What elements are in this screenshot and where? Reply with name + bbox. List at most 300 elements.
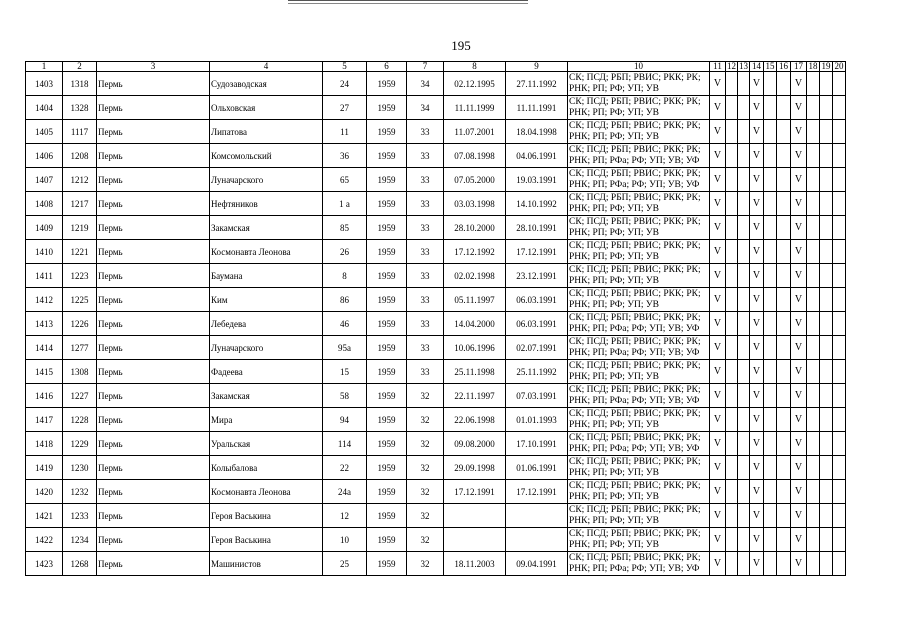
flag-col-15-cell [764, 336, 777, 360]
flag-col-19-cell [820, 264, 833, 288]
table-row [26, 336, 846, 360]
flag-col-15-cell [764, 144, 777, 168]
flag-col-20-cell [833, 192, 846, 216]
house-number-cell: 24 [323, 72, 367, 96]
flag-col-11-cell: V [710, 144, 726, 168]
flag-col-19-cell [820, 216, 833, 240]
flag-col-11-cell: V [710, 96, 726, 120]
date-2-cell: 19.03.1991 [506, 168, 568, 192]
flag-col-17-cell: V [791, 168, 807, 192]
table-row [26, 408, 846, 432]
flag-col-14-cell: V [750, 168, 764, 192]
flag-col-14-cell: V [750, 72, 764, 96]
flag-col-18-cell [807, 72, 820, 96]
column-header-1: 1 [26, 62, 63, 72]
date-2-cell: 28.10.1991 [506, 216, 568, 240]
house-number-cell: 11 [323, 120, 367, 144]
year-cell: 1959 [367, 192, 407, 216]
house-number-cell: 1 а [323, 192, 367, 216]
flag-col-12-cell [726, 288, 738, 312]
object-id-cell: 1277 [63, 336, 97, 360]
table-row [26, 504, 846, 528]
city-cell: Пермь [97, 528, 210, 552]
codes-cell [568, 120, 710, 144]
street-cell: Закамская [210, 216, 323, 240]
codes-line-2: РНК; РП; РФа; РФ; УП; УВ; УФ [569, 155, 700, 166]
date-2-cell [506, 504, 568, 528]
flag-col-19-cell [820, 528, 833, 552]
flag-col-19-cell [820, 360, 833, 384]
flag-col-13-cell [738, 432, 750, 456]
codes-line-2: РНК; РП; РФ; УП; УВ [569, 107, 659, 118]
date-1-cell: 18.11.2003 [444, 552, 506, 576]
flag-col-16-cell [777, 504, 791, 528]
date-1-cell: 17.12.1991 [444, 480, 506, 504]
table-row [26, 384, 846, 408]
year-cell: 1959 [367, 528, 407, 552]
codes-line-2: РНК; РП; РФ; УП; УВ [569, 467, 659, 478]
row-number-cell: 1403 [26, 72, 63, 96]
object-id-cell: 1229 [63, 432, 97, 456]
flag-col-16-cell [777, 408, 791, 432]
flag-col-13-cell [738, 336, 750, 360]
year-cell: 1959 [367, 240, 407, 264]
flag-col-16-cell [777, 120, 791, 144]
flag-col-16-cell [777, 480, 791, 504]
flag-col-17-cell: V [791, 96, 807, 120]
flag-col-20-cell [833, 216, 846, 240]
date-1-cell: 05.11.1997 [444, 288, 506, 312]
codes-line-2: РНК; РП; РФ; УП; УВ [569, 371, 659, 382]
codes-line-1: СК; ПСД; РБП; РВИС; РКК; РК; [569, 169, 701, 179]
flag-col-11-cell: V [710, 336, 726, 360]
codes-cell [568, 432, 710, 456]
house-number-cell: 26 [323, 240, 367, 264]
flag-col-12-cell [726, 504, 738, 528]
codes-line-1: СК; ПСД; РБП; РВИС; РКК; РК; [569, 241, 701, 251]
flag-col-13-cell [738, 528, 750, 552]
codes-line-1: СК; ПСД; РБП; РВИС; РКК; РК; [569, 97, 701, 107]
percent-cell: 33 [407, 360, 444, 384]
column-header-15: 15 [765, 61, 775, 71]
flag-col-15-cell [764, 456, 777, 480]
table-row [26, 168, 846, 192]
city-cell: Пермь [97, 72, 210, 96]
street-cell: Героя Васькина [210, 528, 323, 552]
flag-col-16-cell [777, 432, 791, 456]
flag-col-14-cell: V [750, 264, 764, 288]
flag-col-12-cell [726, 408, 738, 432]
date-2-cell: 11.11.1991 [506, 96, 568, 120]
flag-col-16-cell [777, 96, 791, 120]
column-header-16: 16 [777, 62, 791, 72]
flag-col-16-cell [777, 216, 791, 240]
flag-col-16-cell [777, 192, 791, 216]
flag-col-13-cell [738, 384, 750, 408]
codes-cell [568, 408, 710, 432]
flag-col-20-cell [833, 168, 846, 192]
flag-col-15-cell [764, 72, 777, 96]
flag-col-17-cell: V [791, 72, 807, 96]
table-row [26, 96, 846, 120]
codes-line-1: СК; ПСД; РБП; РВИС; РКК; РК; [569, 361, 701, 371]
street-cell: Комсомольский [210, 144, 323, 168]
object-id-cell: 1318 [63, 72, 97, 96]
flag-col-18-cell [807, 288, 820, 312]
street-cell: Липатова [210, 120, 323, 144]
house-number-cell: 36 [323, 144, 367, 168]
date-1-cell: 02.02.1998 [444, 264, 506, 288]
street-cell: Машинистов [210, 552, 323, 576]
date-1-cell: 03.03.1998 [444, 192, 506, 216]
flag-col-14-cell: V [750, 120, 764, 144]
table-row [26, 480, 846, 504]
flag-col-14-cell: V [750, 216, 764, 240]
date-2-cell: 14.10.1992 [506, 192, 568, 216]
flag-col-18-cell [807, 360, 820, 384]
flag-col-15-cell [764, 504, 777, 528]
city-cell: Пермь [97, 336, 210, 360]
year-cell: 1959 [367, 504, 407, 528]
flag-col-17-cell: V [791, 144, 807, 168]
flag-col-11-cell: V [710, 312, 726, 336]
flag-col-18-cell [807, 432, 820, 456]
city-cell: Пермь [97, 96, 210, 120]
flag-col-16-cell [777, 144, 791, 168]
codes-line-2: РНК; РП; РФа; РФ; УП; УВ; УФ [569, 443, 700, 454]
table-row [26, 288, 846, 312]
row-number-cell: 1410 [26, 240, 63, 264]
year-cell: 1959 [367, 312, 407, 336]
city-cell: Пермь [97, 144, 210, 168]
flag-col-19-cell [820, 408, 833, 432]
column-header-3: 3 [97, 62, 210, 72]
flag-col-20-cell [833, 144, 846, 168]
city-cell: Пермь [97, 312, 210, 336]
object-id-cell: 1225 [63, 288, 97, 312]
object-id-cell: 1230 [63, 456, 97, 480]
codes-line-2: РНК; РП; РФ; УП; УВ [569, 251, 659, 262]
house-number-cell: 86 [323, 288, 367, 312]
flag-col-12-cell [726, 144, 738, 168]
codes-line-2: РНК; РП; РФ; УП; УВ [569, 491, 659, 502]
date-2-cell: 27.11.1992 [506, 72, 568, 96]
city-cell: Пермь [97, 408, 210, 432]
object-id-cell: 1117 [63, 120, 97, 144]
table-row [26, 192, 846, 216]
flag-col-20-cell [833, 288, 846, 312]
object-id-cell: 1232 [63, 480, 97, 504]
flag-col-15-cell [764, 216, 777, 240]
street-cell: Фадеева [210, 360, 323, 384]
flag-col-11-cell: V [710, 240, 726, 264]
percent-cell: 33 [407, 264, 444, 288]
table-row [26, 240, 846, 264]
codes-line-1: СК; ПСД; РБП; РВИС; РКК; РК; [569, 193, 701, 203]
flag-col-12-cell [726, 264, 738, 288]
flag-col-13-cell [738, 480, 750, 504]
flag-col-16-cell [777, 72, 791, 96]
row-number-cell: 1411 [26, 264, 63, 288]
flag-col-15-cell [764, 360, 777, 384]
flag-col-18-cell [807, 504, 820, 528]
codes-line-1: СК; ПСД; РБП; РВИС; РКК; РК; [569, 73, 701, 83]
house-number-cell: 10 [323, 528, 367, 552]
street-cell: Ольховская [210, 96, 323, 120]
row-number-cell: 1405 [26, 120, 63, 144]
flag-col-18-cell [807, 456, 820, 480]
date-2-cell: 04.06.1991 [506, 144, 568, 168]
codes-line-1: СК; ПСД; РБП; РВИС; РКК; РК; [569, 457, 701, 467]
percent-cell: 32 [407, 432, 444, 456]
house-number-cell: 58 [323, 384, 367, 408]
flag-col-16-cell [777, 360, 791, 384]
flag-col-14-cell: V [750, 312, 764, 336]
flag-col-20-cell [833, 96, 846, 120]
codes-line-2: РНК; РП; РФ; УП; УВ [569, 299, 659, 310]
column-header-14: 14 [750, 62, 764, 72]
street-cell: Луначарского [210, 168, 323, 192]
flag-col-12-cell [726, 360, 738, 384]
flag-col-20-cell [833, 456, 846, 480]
date-1-cell: 22.06.1998 [444, 408, 506, 432]
city-cell: Пермь [97, 456, 210, 480]
flag-col-18-cell [807, 120, 820, 144]
percent-cell: 32 [407, 552, 444, 576]
year-cell: 1959 [367, 144, 407, 168]
flag-col-15-cell [764, 240, 777, 264]
house-number-cell: 46 [323, 312, 367, 336]
percent-cell: 33 [407, 216, 444, 240]
flag-col-11-cell: V [710, 264, 726, 288]
year-cell: 1959 [367, 120, 407, 144]
street-cell: Судозаводская [210, 72, 323, 96]
flag-col-15-cell [764, 264, 777, 288]
flag-col-17-cell: V [791, 336, 807, 360]
flag-col-12-cell [726, 456, 738, 480]
flag-col-11-cell: V [710, 120, 726, 144]
flag-col-14-cell: V [750, 456, 764, 480]
table-row [26, 216, 846, 240]
flag-col-15-cell [764, 120, 777, 144]
object-id-cell: 1227 [63, 384, 97, 408]
table-body [26, 72, 846, 576]
object-id-cell: 1234 [63, 528, 97, 552]
column-header-5: 5 [323, 62, 367, 72]
row-number-cell: 1420 [26, 480, 63, 504]
flag-col-13-cell [738, 408, 750, 432]
codes-cell [568, 528, 710, 552]
top-rule [288, 0, 528, 1]
codes-line-1: СК; ПСД; РБП; РВИС; РКК; РК; [569, 217, 701, 227]
house-number-cell: 114 [323, 432, 367, 456]
flag-col-14-cell: V [750, 504, 764, 528]
date-2-cell: 09.04.1991 [506, 552, 568, 576]
column-header-17: 17 [791, 62, 807, 72]
column-header-11: 11 [710, 62, 726, 72]
year-cell: 1959 [367, 456, 407, 480]
date-1-cell [444, 504, 506, 528]
codes-line-2: РНК; РП; РФа; РФ; УП; УВ; УФ [569, 179, 700, 190]
column-header-13: 13 [739, 61, 748, 71]
house-number-cell: 8 [323, 264, 367, 288]
city-cell: Пермь [97, 240, 210, 264]
flag-col-19-cell [820, 432, 833, 456]
flag-col-12-cell [726, 552, 738, 576]
flag-col-14-cell: V [750, 96, 764, 120]
flag-col-12-cell [726, 120, 738, 144]
object-id-cell: 1233 [63, 504, 97, 528]
codes-cell [568, 168, 710, 192]
flag-col-18-cell [807, 192, 820, 216]
flag-col-19-cell [820, 288, 833, 312]
column-number-header-row [26, 62, 846, 72]
codes-line-1: СК; ПСД; РБП; РВИС; РКК; РК; [569, 409, 701, 419]
flag-col-19-cell [820, 456, 833, 480]
codes-cell [568, 96, 710, 120]
flag-col-13-cell [738, 168, 750, 192]
flag-col-20-cell [833, 264, 846, 288]
year-cell: 1959 [367, 264, 407, 288]
street-cell: Ким [210, 288, 323, 312]
flag-col-14-cell: V [750, 384, 764, 408]
flag-col-13-cell [738, 504, 750, 528]
flag-col-14-cell: V [750, 480, 764, 504]
column-header-10: 10 [568, 62, 710, 72]
codes-line-1: СК; ПСД; РБП; РВИС; РКК; РК; [569, 145, 701, 155]
date-1-cell: 02.12.1995 [444, 72, 506, 96]
codes-line-2: РНК; РП; РФ; УП; УВ [569, 131, 659, 142]
percent-cell: 32 [407, 456, 444, 480]
flag-col-11-cell: V [710, 552, 726, 576]
codes-line-1: СК; ПСД; РБП; РВИС; РКК; РК; [569, 505, 701, 515]
flag-col-18-cell [807, 336, 820, 360]
object-id-cell: 1223 [63, 264, 97, 288]
flag-col-20-cell [833, 240, 846, 264]
row-number-cell: 1415 [26, 360, 63, 384]
flag-col-14-cell: V [750, 360, 764, 384]
percent-cell: 33 [407, 144, 444, 168]
flag-col-17-cell: V [791, 240, 807, 264]
flag-col-11-cell: V [710, 480, 726, 504]
flag-col-14-cell: V [750, 528, 764, 552]
row-number-cell: 1404 [26, 96, 63, 120]
flag-col-19-cell [820, 96, 833, 120]
flag-col-17-cell: V [791, 384, 807, 408]
date-2-cell: 17.12.1991 [506, 480, 568, 504]
flag-col-17-cell: V [791, 504, 807, 528]
house-number-cell: 65 [323, 168, 367, 192]
table-row [26, 432, 846, 456]
date-2-cell: 23.12.1991 [506, 264, 568, 288]
flag-col-20-cell [833, 336, 846, 360]
flag-col-14-cell: V [750, 336, 764, 360]
year-cell: 1959 [367, 360, 407, 384]
percent-cell: 33 [407, 240, 444, 264]
codes-cell [568, 216, 710, 240]
flag-col-12-cell [726, 312, 738, 336]
flag-col-17-cell: V [791, 192, 807, 216]
date-1-cell: 11.11.1999 [444, 96, 506, 120]
date-2-cell: 01.01.1993 [506, 408, 568, 432]
date-1-cell: 07.08.1998 [444, 144, 506, 168]
flag-col-18-cell [807, 168, 820, 192]
codes-cell [568, 552, 710, 576]
city-cell: Пермь [97, 384, 210, 408]
codes-line-1: СК; ПСД; РБП; РВИС; РКК; РК; [569, 433, 701, 443]
flag-col-18-cell [807, 384, 820, 408]
flag-col-20-cell [833, 120, 846, 144]
top-rule-secondary [288, 3, 528, 4]
column-header-12: 12 [727, 61, 736, 71]
column-header-4: 4 [210, 62, 323, 72]
flag-col-14-cell: V [750, 432, 764, 456]
row-number-cell: 1417 [26, 408, 63, 432]
street-cell: Уральская [210, 432, 323, 456]
codes-cell [568, 360, 710, 384]
flag-col-12-cell [726, 432, 738, 456]
row-number-cell: 1406 [26, 144, 63, 168]
flag-col-20-cell [833, 504, 846, 528]
table-row [26, 552, 846, 576]
codes-line-1: СК; ПСД; РБП; РВИС; РКК; РК; [569, 385, 701, 395]
codes-line-2: РНК; РП; РФа; РФ; УП; УВ; УФ [569, 395, 700, 406]
column-header-19: 19 [821, 61, 831, 71]
flag-col-20-cell [833, 384, 846, 408]
column-header-7: 7 [407, 62, 444, 72]
flag-col-19-cell [820, 144, 833, 168]
codes-line-1: СК; ПСД; РБП; РВИС; РКК; РК; [569, 265, 701, 275]
flag-col-15-cell [764, 312, 777, 336]
flag-col-18-cell [807, 240, 820, 264]
flag-col-13-cell [738, 456, 750, 480]
flag-col-11-cell: V [710, 456, 726, 480]
street-cell: Луначарского [210, 336, 323, 360]
object-id-cell: 1308 [63, 360, 97, 384]
flag-col-15-cell [764, 288, 777, 312]
street-cell: Закамская [210, 384, 323, 408]
flag-col-19-cell [820, 120, 833, 144]
flag-col-18-cell [807, 144, 820, 168]
flag-col-19-cell [820, 480, 833, 504]
flag-col-11-cell: V [710, 528, 726, 552]
year-cell: 1959 [367, 96, 407, 120]
date-2-cell: 25.11.1992 [506, 360, 568, 384]
year-cell: 1959 [367, 72, 407, 96]
date-1-cell: 07.05.2000 [444, 168, 506, 192]
flag-col-18-cell [807, 264, 820, 288]
house-number-cell: 24а [323, 480, 367, 504]
house-number-cell: 12 [323, 504, 367, 528]
codes-line-1: СК; ПСД; РБП; РВИС; РКК; РК; [569, 553, 701, 563]
house-number-cell: 85 [323, 216, 367, 240]
flag-col-13-cell [738, 216, 750, 240]
object-id-cell: 1208 [63, 144, 97, 168]
year-cell: 1959 [367, 288, 407, 312]
flag-col-17-cell: V [791, 288, 807, 312]
flag-col-19-cell [820, 192, 833, 216]
flag-col-17-cell: V [791, 312, 807, 336]
flag-col-20-cell [833, 360, 846, 384]
flag-col-13-cell [738, 264, 750, 288]
flag-col-17-cell: V [791, 432, 807, 456]
object-id-cell: 1268 [63, 552, 97, 576]
row-number-cell: 1409 [26, 216, 63, 240]
codes-cell [568, 240, 710, 264]
column-header-8: 8 [444, 62, 506, 72]
codes-cell [568, 312, 710, 336]
codes-cell [568, 72, 710, 96]
